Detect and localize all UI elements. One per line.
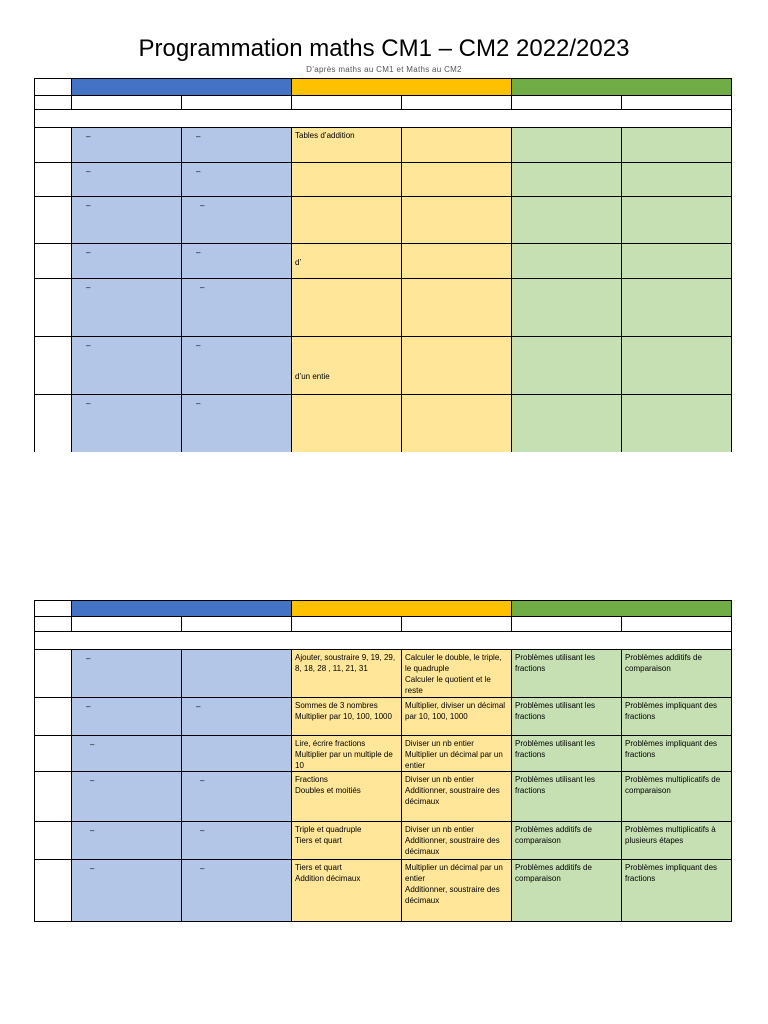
table-cell-c6: Problèmes impliquant des fractions — [622, 736, 732, 772]
header-empty-cell — [35, 601, 72, 617]
table-cell-c1: – — [72, 860, 182, 922]
table-row — [35, 197, 732, 244]
table-cell-c5: Problèmes additifs de comparaison — [512, 860, 622, 922]
table-cell-c3 — [292, 163, 402, 197]
empty-header-cell — [622, 617, 732, 632]
table-row — [35, 244, 732, 279]
header-green-band — [512, 79, 732, 96]
table-cell-c2: – — [182, 279, 292, 337]
table-cell-c1: – — [72, 337, 182, 395]
table-cell-c2: – — [182, 244, 292, 279]
table-cell-c4: Diviser un nb entier Additionner, soustraire des décimaux — [402, 772, 512, 822]
row-label-cell — [35, 337, 72, 395]
table-cell-c6: Problèmes impliquant des fractions — [622, 698, 732, 736]
table-cell-c6 — [622, 197, 732, 244]
row-label-cell — [35, 163, 72, 197]
table-cell-c2 — [182, 736, 292, 772]
empty-header-cell — [35, 110, 732, 128]
table-cell-c3: Lire, écrire fractions Multiplier par un multiple de 10 — [292, 736, 402, 772]
programming-table-2 — [34, 600, 732, 922]
table-cell-c1: – — [72, 772, 182, 822]
table-row — [35, 163, 732, 197]
table-cell-c3: Sommes de 3 nombres Multiplier par 10, 100, 1000 — [292, 698, 402, 736]
table-cell-c3 — [292, 197, 402, 244]
table-cell-c3 — [292, 395, 402, 452]
table-cell-c6 — [622, 244, 732, 279]
row-label-cell — [35, 395, 72, 452]
table-cell-c3: d’ — [292, 244, 402, 279]
table-cell-c2: – — [182, 860, 292, 922]
programming-table-1 — [34, 78, 732, 452]
row-label-cell — [35, 244, 72, 279]
table-period-row — [35, 632, 732, 650]
table-cell-c5: Problèmes utilisant les fractions — [512, 772, 622, 822]
table-cell-c3: Tiers et quart Addition décimaux — [292, 860, 402, 922]
table-header-color-row — [35, 601, 732, 617]
table-cell-c6 — [622, 337, 732, 395]
table-cell-c6: Problèmes impliquant des fractions — [622, 860, 732, 922]
table-cell-c4: Multiplier un décimal par un entier Additionner, soustraire des décimaux — [402, 860, 512, 922]
table-cell-c6 — [622, 128, 732, 163]
table-cell-c4: Diviser un nb entier Multiplier un décimal par un entier — [402, 736, 512, 772]
table-cell-c4: Calculer le double, le triple, le quadruple Calculer le quotient et le reste — [402, 650, 512, 698]
header-yellow-band — [292, 79, 512, 96]
table-cell-c3: Tables d’addition — [292, 128, 402, 163]
table-row — [35, 698, 732, 736]
table-cell-c3: Triple et quadruple Tiers et quart — [292, 822, 402, 860]
table-cell-c5 — [512, 128, 622, 163]
table-cell-c4 — [402, 128, 512, 163]
table-cell-c5 — [512, 197, 622, 244]
table-cell-c2: – — [182, 395, 292, 452]
page-subtitle: D’après maths au CM1 et Maths au CM2 — [306, 65, 462, 74]
table-cell-c6 — [622, 279, 732, 337]
empty-header-cell — [35, 96, 72, 110]
table-cell-c5 — [512, 279, 622, 337]
table-row — [35, 736, 732, 772]
table-cell-c2: – — [182, 822, 292, 860]
table-period-row — [35, 110, 732, 128]
header-empty-cell — [35, 79, 72, 96]
table-row — [35, 650, 732, 698]
row-label-cell — [35, 698, 72, 736]
table-cell-c5: Problèmes utilisant les fractions — [512, 650, 622, 698]
table-cell-c1: – — [72, 736, 182, 772]
table-cell-c3 — [292, 279, 402, 337]
header-blue-band — [72, 79, 292, 96]
header-green-band — [512, 601, 732, 617]
table-row — [35, 128, 732, 163]
row-label-cell — [35, 197, 72, 244]
empty-header-cell — [182, 617, 292, 632]
empty-header-cell — [402, 96, 512, 110]
table-subheader-row — [35, 96, 732, 110]
empty-header-cell — [622, 96, 732, 110]
empty-header-cell — [35, 632, 732, 650]
row-label-cell — [35, 860, 72, 922]
table-header-color-row — [35, 79, 732, 96]
table-cell-c4: Diviser un nb entier Additionner, soustraire des décimaux — [402, 822, 512, 860]
table-cell-c5 — [512, 395, 622, 452]
table-cell-c1: – — [72, 395, 182, 452]
table-cell-c2: – — [182, 128, 292, 163]
table-subheader-row — [35, 617, 732, 632]
table-cell-c1: – — [72, 698, 182, 736]
table-row — [35, 279, 732, 337]
table-cell-c4 — [402, 197, 512, 244]
table-cell-c6 — [622, 163, 732, 197]
table-cell-c4 — [402, 395, 512, 452]
empty-header-cell — [512, 617, 622, 632]
table-row — [35, 395, 732, 452]
header-blue-band — [72, 601, 292, 617]
header-yellow-band — [292, 601, 512, 617]
table-cell-c2: – — [182, 772, 292, 822]
table-cell-c1: – — [72, 163, 182, 197]
table-cell-c5: Problèmes utilisant les fractions — [512, 698, 622, 736]
row-label-cell — [35, 650, 72, 698]
table-row — [35, 860, 732, 922]
table-cell-c5 — [512, 244, 622, 279]
table-cell-c2: – — [182, 337, 292, 395]
table-cell-c5: Problèmes utilisant les fractions — [512, 736, 622, 772]
empty-header-cell — [512, 96, 622, 110]
table-cell-c1: – — [72, 822, 182, 860]
row-label-cell — [35, 736, 72, 772]
row-label-cell — [35, 279, 72, 337]
table-cell-c4 — [402, 279, 512, 337]
table-cell-c1: – — [72, 128, 182, 163]
table-cell-c5 — [512, 163, 622, 197]
empty-header-cell — [182, 96, 292, 110]
row-label-cell — [35, 822, 72, 860]
page-title: Programmation maths CM1 – CM2 2022/2023 — [138, 35, 630, 62]
table-cell-c1: – — [72, 650, 182, 698]
empty-header-cell — [402, 617, 512, 632]
table-row — [35, 772, 732, 822]
table-row — [35, 337, 732, 395]
row-label-cell — [35, 772, 72, 822]
table-cell-c2 — [182, 650, 292, 698]
table-cell-c4: Multiplier, diviser un décimal par 10, 100, 1000 — [402, 698, 512, 736]
row-label-cell — [35, 128, 72, 163]
table-cell-c1: – — [72, 197, 182, 244]
table-cell-c2: – — [182, 163, 292, 197]
table-cell-c6: Problèmes multiplicatifs de comparaison — [622, 772, 732, 822]
table-cell-c3: Ajouter, soustraire 9, 19, 29, 8, 18, 28 , 11, 21, 31 — [292, 650, 402, 698]
table-cell-c4 — [402, 244, 512, 279]
table-cell-c5: Problèmes additifs de comparaison — [512, 822, 622, 860]
table-row — [35, 822, 732, 860]
table-cell-c4 — [402, 337, 512, 395]
empty-header-cell — [72, 617, 182, 632]
table-cell-c3: d’un entie — [292, 337, 402, 395]
table-cell-c2: – — [182, 698, 292, 736]
table-cell-c5 — [512, 337, 622, 395]
table-cell-c6: Problèmes multiplicatifs à plusieurs étapes — [622, 822, 732, 860]
table-cell-c1: – — [72, 279, 182, 337]
empty-header-cell — [35, 617, 72, 632]
empty-header-cell — [292, 617, 402, 632]
empty-header-cell — [72, 96, 182, 110]
table-cell-c3: Fractions Doubles et moitiés — [292, 772, 402, 822]
table-cell-c4 — [402, 163, 512, 197]
table-cell-c6 — [622, 395, 732, 452]
table-cell-c1: – — [72, 244, 182, 279]
table-cell-c6: Problèmes additifs de comparaison — [622, 650, 732, 698]
empty-header-cell — [292, 96, 402, 110]
table-cell-c2: – — [182, 197, 292, 244]
